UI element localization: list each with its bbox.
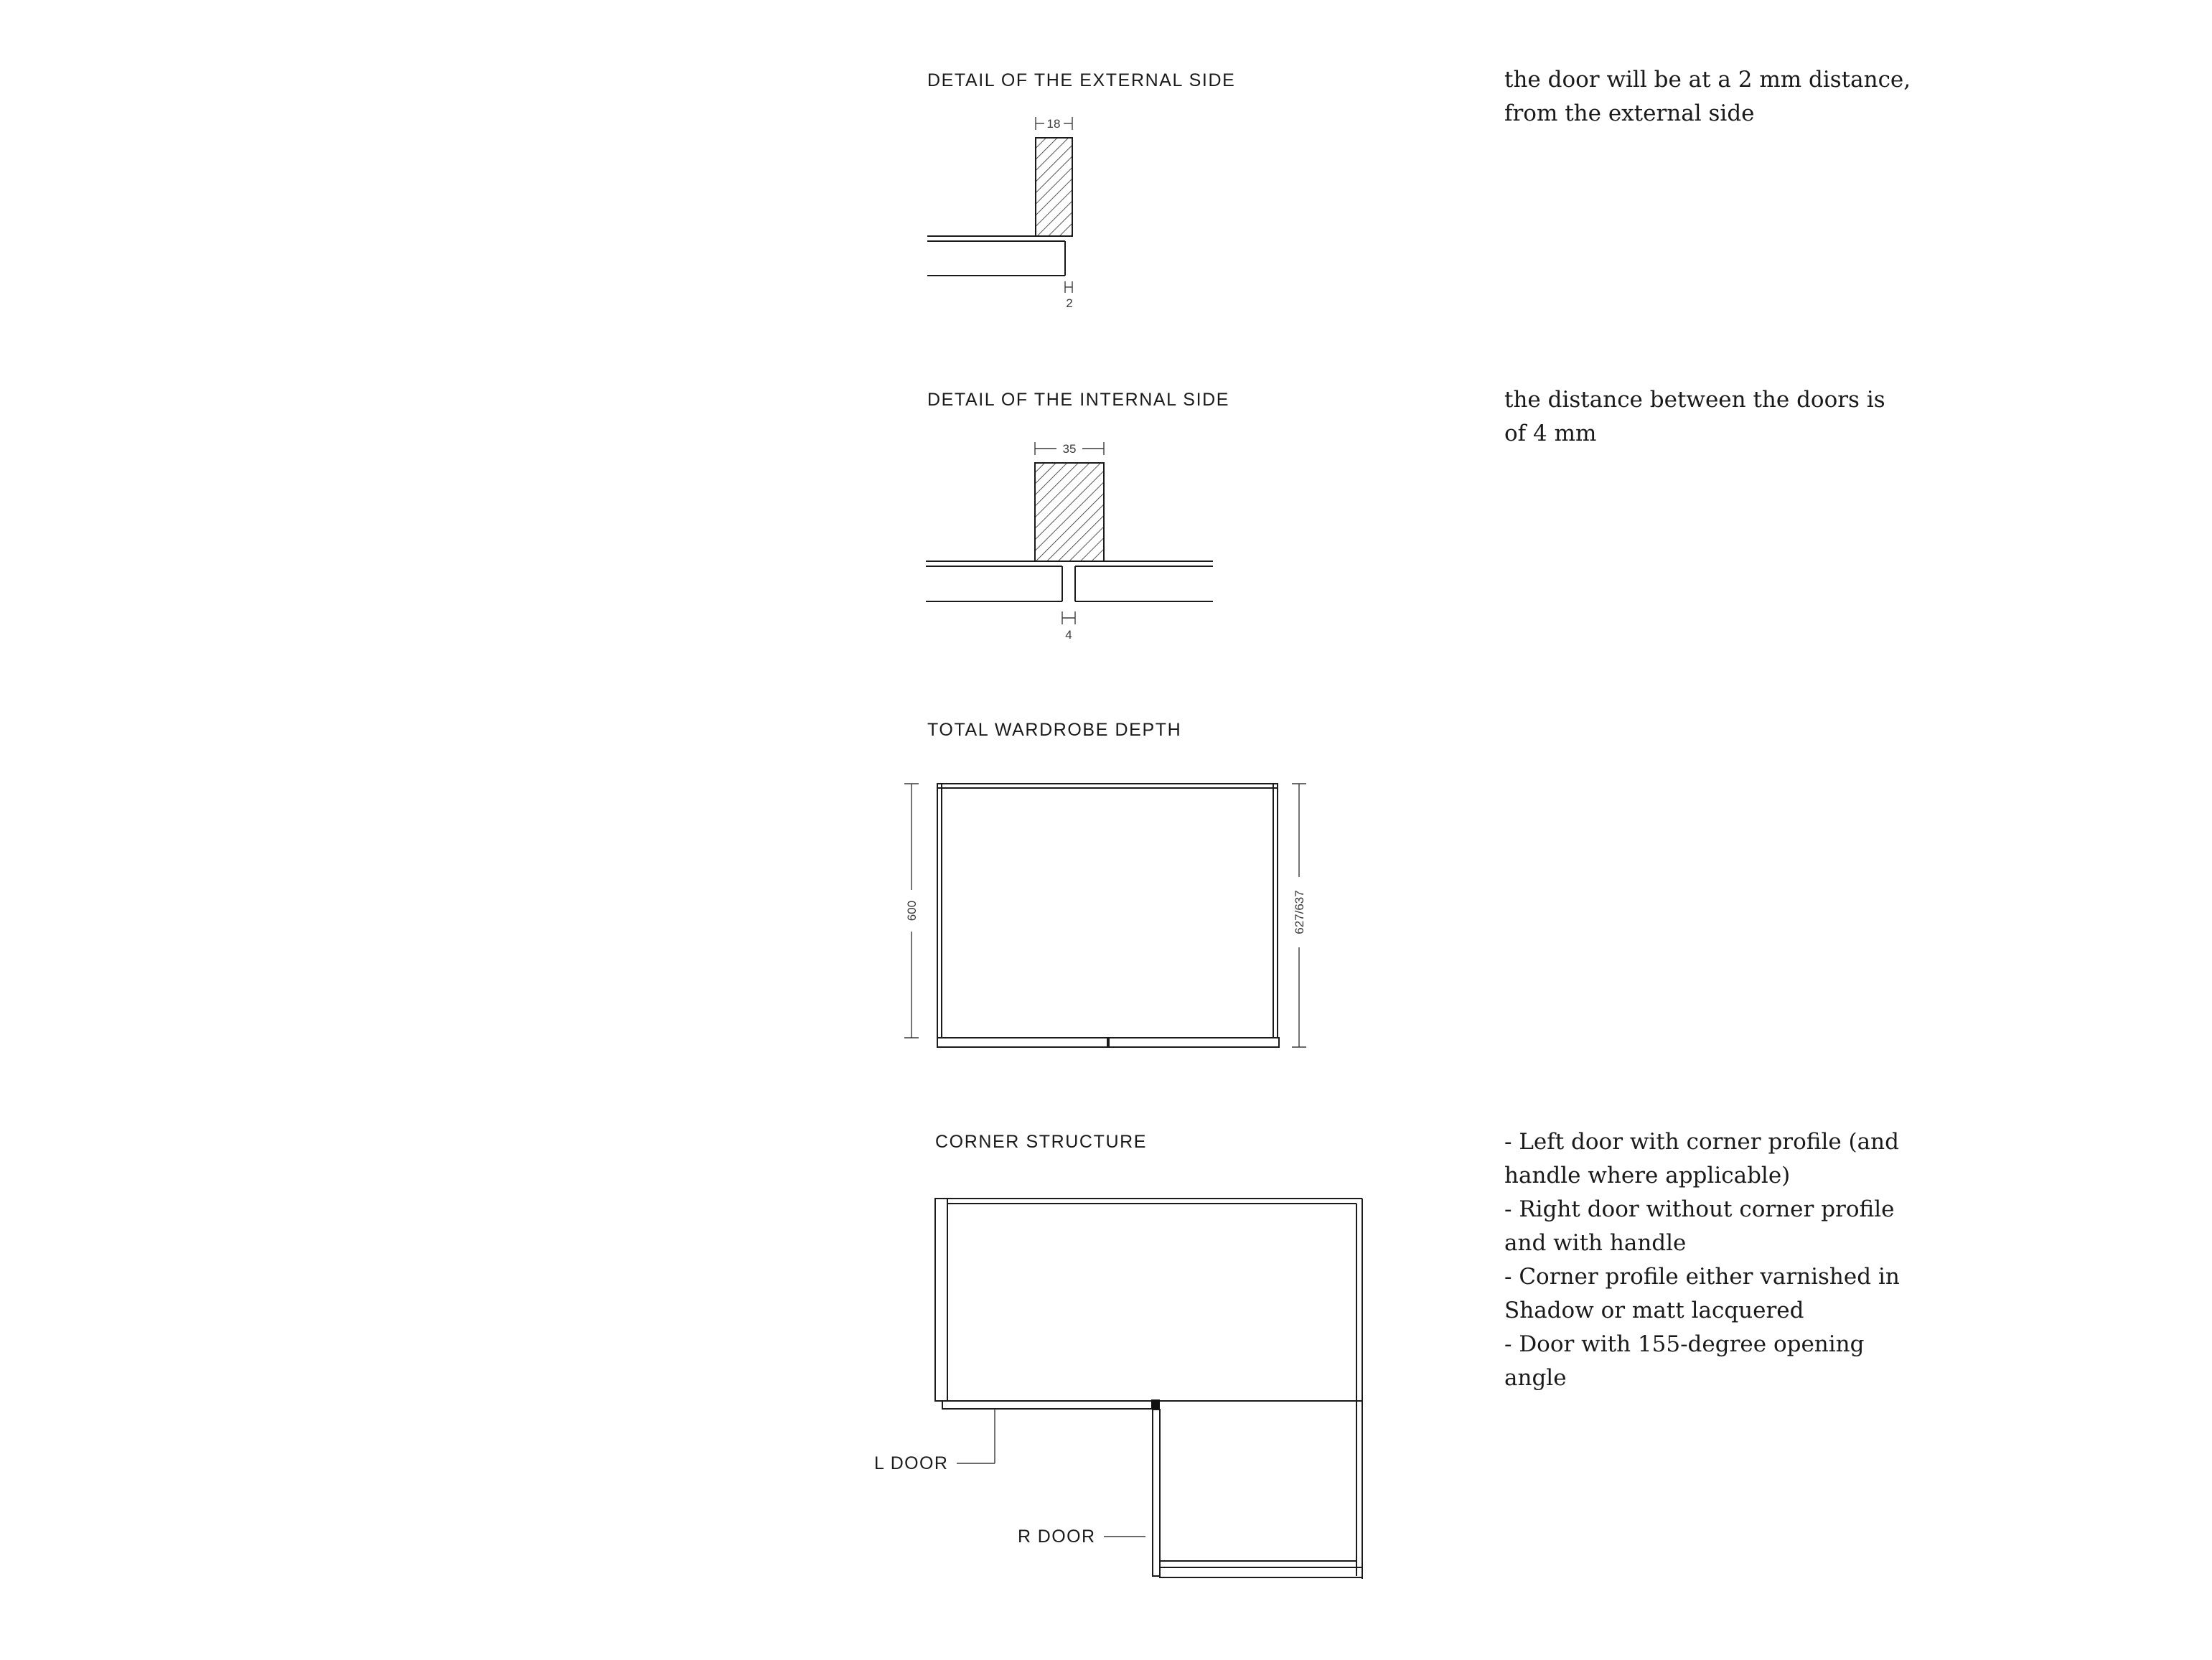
right-door-label: R DOOR	[1018, 1527, 1096, 1547]
external-side-detail	[927, 70, 1235, 310]
depth-dim-right	[1292, 784, 1306, 1047]
corner-upper-cabinet	[935, 1199, 1362, 1579]
left-door-label: L DOOR	[874, 1453, 949, 1473]
internal-side-note: the distance between the doors is of 4 mm	[1504, 387, 1885, 446]
depth-dim-left	[904, 784, 919, 1038]
external-dim-top-label: 18	[1046, 117, 1061, 131]
internal-dim-35	[1035, 442, 1104, 456]
corner-left-end-panel	[935, 1199, 947, 1401]
external-side-panel	[1036, 138, 1072, 236]
external-side-note: the door will be at a 2 mm distance, from the external side	[1504, 67, 1911, 126]
corner-bottom-panel	[1160, 1567, 1362, 1577]
corner-structure-notes: - Left door with corner profile (and handle where applicable) - Right door without corner profile and with handle - Corner profile either varnished in Shadow or matt lacquered - Door with 155-degree opening angle	[1504, 1129, 1900, 1391]
depth-dim-left-label: 600	[905, 900, 919, 922]
internal-dim-bottom-label: 4	[1065, 628, 1072, 642]
corner-right-door	[1153, 1410, 1160, 1576]
corner-profile	[1151, 1399, 1160, 1410]
left-door-callout	[874, 1409, 995, 1473]
wardrobe-body	[937, 784, 1278, 1038]
wardrobe-left-door	[937, 1038, 1107, 1047]
right-door-callout	[1018, 1527, 1145, 1547]
wardrobe-depth-detail	[904, 720, 1306, 1047]
internal-side-detail	[926, 390, 1229, 642]
depth-dim-right-label: 627/637	[1293, 890, 1306, 934]
wardrobe-depth-title: TOTAL WARDROBE DEPTH	[927, 720, 1182, 740]
corner-left-door	[942, 1401, 1156, 1409]
external-dim-bottom-label: 2	[1066, 296, 1073, 310]
corner-structure-detail	[874, 1132, 1362, 1579]
internal-dim-top-label: 35	[1062, 442, 1077, 456]
corner-structure-title: CORNER STRUCTURE	[935, 1132, 1148, 1152]
external-dim-2	[1065, 281, 1073, 310]
internal-dim-4	[1062, 611, 1075, 642]
wardrobe-right-door	[1109, 1038, 1279, 1047]
internal-side-panel	[1035, 463, 1104, 561]
internal-side-title: DETAIL OF THE INTERNAL SIDE	[927, 390, 1230, 410]
external-side-title: DETAIL OF THE EXTERNAL SIDE	[927, 70, 1236, 90]
external-dim-18	[1036, 117, 1072, 131]
corner-lower-cabinet	[1160, 1410, 1362, 1577]
